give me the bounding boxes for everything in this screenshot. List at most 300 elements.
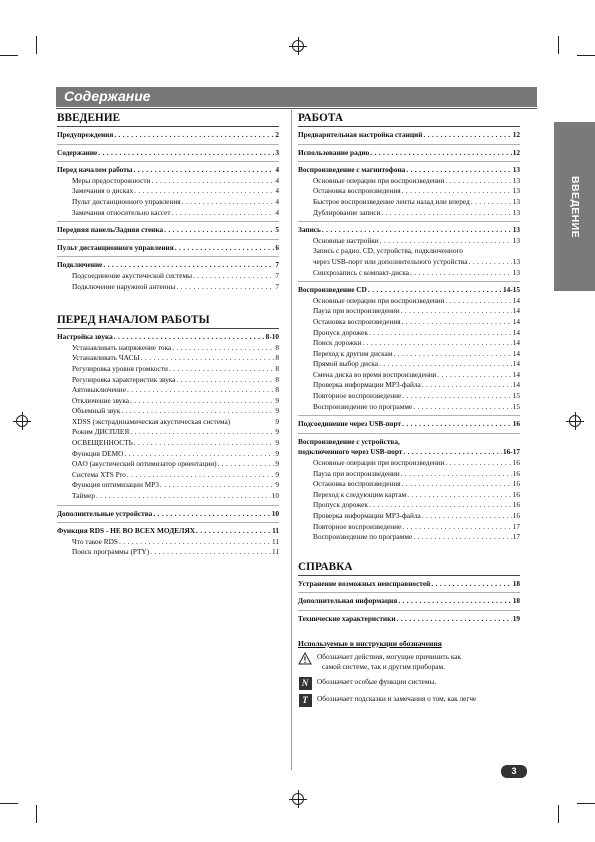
dot-leader	[402, 317, 512, 328]
entry-divider	[298, 433, 520, 434]
toc-entry-page: 13	[512, 256, 520, 266]
dot-leader	[370, 148, 511, 159]
toc-entry[interactable]	[298, 268, 520, 279]
toc-entry-text: Синхрозапись с компакт-диска	[313, 267, 409, 277]
dot-leader	[193, 271, 274, 282]
toc-entry-text: Режим ДИСПЛЕЯ	[72, 427, 130, 437]
toc-entry[interactable]	[57, 438, 279, 449]
dot-leader	[469, 257, 512, 268]
dot-leader	[397, 614, 512, 625]
dot-leader	[446, 458, 512, 469]
side-tab-label: ВВЕДЕНИЕ	[568, 175, 581, 238]
toc-entry-page: 13	[512, 225, 520, 235]
toc-entry-page: 14	[512, 380, 520, 390]
toc-entry-page: 5	[275, 225, 279, 235]
toc-entry[interactable]	[57, 260, 279, 271]
toc-entry-page: 16-17	[502, 447, 520, 457]
crop-mark	[0, 55, 18, 56]
dot-leader	[134, 186, 274, 197]
toc-entry-text: Остановка воспроизведения	[313, 316, 401, 326]
toc-entry-text: Что такое RDS	[72, 536, 118, 546]
toc-entry-page: 9	[275, 438, 279, 448]
dot-leader	[176, 282, 274, 293]
column-divider	[291, 110, 292, 770]
dot-leader	[422, 380, 512, 391]
toc-entry[interactable]	[57, 417, 279, 428]
toc-entry[interactable]	[57, 208, 279, 219]
toc-entry-page: 4	[275, 186, 279, 196]
toc-entry[interactable]	[57, 332, 279, 343]
dot-leader	[98, 148, 274, 159]
toc-entry-page: 13	[512, 235, 520, 245]
entry-divider	[298, 144, 520, 145]
toc-entry[interactable]	[57, 449, 279, 460]
toc-entry-text: Замечания о дисках	[72, 186, 134, 196]
toc-entry[interactable]	[298, 370, 520, 381]
toc-entry-page: 9	[275, 459, 279, 469]
toc-entry-text: Поиск дорожки	[313, 338, 362, 348]
toc-entry[interactable]	[57, 176, 279, 187]
toc-entry-page: 9	[275, 469, 279, 479]
toc-entry-page: 6	[275, 242, 279, 252]
toc-entry[interactable]	[298, 246, 520, 257]
toc-entry-text: Таймер	[72, 491, 95, 501]
toc-entry[interactable]	[298, 469, 520, 480]
toc-entry-page: 4	[275, 165, 279, 175]
title-underline	[56, 108, 537, 109]
toc-entry[interactable]	[57, 375, 279, 386]
legend-item	[298, 652, 520, 673]
toc-entry-text: Воспроизведение CD	[298, 285, 367, 295]
toc-entry-text: Перед началом работы	[57, 165, 133, 175]
toc-entry-page: 17	[512, 521, 520, 531]
dot-leader	[172, 208, 275, 219]
dot-leader	[141, 353, 275, 364]
toc-entry[interactable]	[57, 243, 279, 254]
toc-entry[interactable]	[57, 537, 279, 548]
toc-entry[interactable]	[298, 419, 520, 430]
toc-entry-page: 7	[275, 270, 279, 280]
toc-entry[interactable]	[57, 509, 279, 520]
toc-entry-text: Переход к следующим картам	[313, 489, 407, 499]
toc-entry[interactable]	[298, 317, 520, 328]
crop-mark	[0, 803, 18, 804]
entry-divider	[57, 505, 279, 506]
registration-mark	[569, 415, 581, 427]
entry-divider	[298, 610, 520, 611]
toc-entry-text: Объемный звук	[72, 406, 121, 416]
dot-leader	[402, 186, 512, 197]
toc-section	[57, 312, 279, 558]
toc-entry-text: Основные настройки	[313, 235, 379, 245]
dot-leader	[121, 406, 274, 417]
toc-entry[interactable]	[298, 437, 520, 448]
dot-leader	[196, 526, 271, 537]
dot-leader	[423, 130, 511, 141]
toc-entry[interactable]	[298, 148, 520, 159]
toc-entry-text: Содержание	[57, 147, 98, 157]
toc-entry[interactable]	[57, 364, 279, 375]
legend-text: Обозначает особые функции системы.	[317, 676, 437, 686]
dot-leader	[413, 532, 511, 543]
toc-entry-page: 13	[512, 186, 520, 196]
toc-entry-text: Устанавливать напряжение тока	[72, 342, 172, 352]
toc-entry[interactable]	[298, 176, 520, 187]
toc-entry[interactable]	[57, 165, 279, 176]
toc-entry[interactable]	[298, 208, 520, 219]
dot-leader	[96, 491, 271, 502]
dot-leader	[402, 419, 512, 430]
dot-leader	[471, 197, 512, 208]
toc-entry-text: Пауза при воспроизведении	[313, 468, 400, 478]
toc-entry-page: 19	[512, 613, 520, 623]
section-rule	[57, 328, 279, 329]
side-tab	[554, 122, 595, 291]
toc-entry[interactable]	[57, 427, 279, 438]
toc-entry-page: 17	[512, 532, 520, 542]
toc-entry-page: 9	[275, 480, 279, 490]
toc-entry-page: 9	[275, 395, 279, 405]
toc-entry-text: Подключение наружной антенны	[72, 281, 176, 291]
toc-entry-text: Дополнительная информация	[298, 596, 398, 606]
dot-leader	[172, 343, 274, 354]
toc-entry-page: 13	[512, 207, 520, 217]
entry-divider	[298, 281, 520, 282]
registration-mark	[292, 40, 304, 52]
toc-entry[interactable]	[57, 526, 279, 537]
toc-entry-text: Передняя панель/Задняя стенка	[57, 225, 164, 235]
toc-entry-text: Остановка воспроизведения	[313, 479, 401, 489]
toc-entry-page: 15	[512, 401, 520, 411]
dot-leader	[177, 375, 275, 386]
dot-leader	[369, 500, 512, 511]
toc-entry-page: 8	[275, 374, 279, 384]
dot-leader	[402, 391, 511, 402]
crop-mark	[36, 36, 37, 54]
entry-divider	[57, 144, 279, 145]
dot-leader	[114, 130, 274, 141]
toc-entry[interactable]	[298, 296, 520, 307]
dot-leader	[182, 197, 275, 208]
toc-entry-page: 4	[275, 196, 279, 206]
toc-entry-text: Воспроизведение с устройства,	[298, 436, 400, 446]
dot-leader	[398, 596, 511, 607]
toc-entry-page: 14	[512, 295, 520, 305]
entry-divider	[57, 239, 279, 240]
toc-entry-text: Воспроизведение по программе	[313, 401, 413, 411]
toc-entry-text: Подсоединение акустической системы	[72, 270, 193, 280]
toc-entry-text: Повторное воспроизведение	[313, 391, 402, 401]
dot-leader	[150, 547, 271, 558]
toc-entry-text: Предварительная настройка станций	[298, 130, 423, 139]
dot-leader	[175, 243, 275, 254]
toc-entry[interactable]	[298, 596, 520, 607]
toc-entry[interactable]	[298, 490, 520, 501]
toc-entry-text: XDSS (экстрадинамическая акустическая система)	[72, 416, 231, 426]
dot-leader	[127, 470, 275, 481]
toc-entry-text: через USB-порт или дополнительного устройства	[313, 256, 468, 266]
toc-entry[interactable]	[57, 470, 279, 481]
toc-entry[interactable]	[298, 522, 520, 533]
toc-entry[interactable]	[57, 396, 279, 407]
toc-entry-page: 11	[272, 526, 279, 536]
toc-entry[interactable]	[298, 447, 520, 458]
toc-entry[interactable]	[298, 186, 520, 197]
dot-leader	[401, 306, 512, 317]
toc-entry-page: 16	[512, 479, 520, 489]
crop-mark	[577, 803, 595, 804]
dot-leader	[153, 509, 270, 520]
crop-mark	[36, 805, 37, 823]
toc-entry[interactable]	[57, 406, 279, 417]
toc-entry-page: 18	[512, 596, 520, 606]
toc-entry[interactable]	[57, 282, 279, 293]
toc-entry-text: Воспроизведение по программе	[313, 532, 413, 542]
toc-entry-text: Проверка информации MP3-файла	[313, 511, 421, 520]
dot-leader	[407, 490, 512, 501]
toc-entry[interactable]	[298, 257, 520, 268]
toc-entry[interactable]	[298, 285, 520, 296]
toc-entry-text: Быстрое воспроизведение ленты назад или вперед	[313, 196, 470, 206]
toc-entry[interactable]	[298, 402, 520, 413]
dot-leader	[218, 459, 275, 470]
legend-item	[298, 677, 520, 690]
section-title: ВВЕДЕНИЕ	[57, 112, 121, 124]
toc-entry-text: Меры предосторожности	[72, 175, 151, 185]
entry-divider	[298, 415, 520, 416]
toc-entry-text: Воспроизведение с магнитофона	[298, 165, 406, 175]
toc-entry[interactable]	[298, 328, 520, 339]
toc-entry-text: Замечания относительно кассет	[72, 207, 171, 217]
toc-entry-text: Смена диска во время воспроизведения	[313, 369, 437, 379]
dot-leader	[169, 364, 274, 375]
toc-entry-text: Пульт дистанционного управления	[72, 196, 181, 206]
toc-entry-page: 8	[275, 385, 279, 395]
dot-leader	[127, 385, 274, 396]
toc-entry[interactable]	[57, 491, 279, 502]
note-icon: N	[298, 677, 312, 690]
toc-entry-text: Автовыключение	[72, 385, 126, 395]
toc-entry-page: 13	[512, 267, 520, 277]
toc-entry-text: ОСВЕЩЕННОСТЬ	[72, 438, 133, 448]
toc-entry[interactable]	[298, 511, 520, 522]
crop-mark	[577, 55, 595, 56]
dot-leader	[322, 225, 512, 236]
toc-entry[interactable]	[298, 338, 520, 349]
toc-entry[interactable]	[298, 614, 520, 625]
toc-entry-page: 18	[512, 578, 520, 588]
toc-entry-text: Отключение звука	[72, 395, 129, 405]
toc-entry-text: Подключение	[57, 260, 103, 270]
dot-leader	[446, 176, 512, 187]
toc-entry-page: 16	[512, 468, 520, 478]
toc-entry-page: 12	[512, 147, 520, 157]
page-title-bar	[56, 87, 537, 107]
toc-entry-text: Функция RDS - НЕ ВО ВСЕХ МОДЕЛЯХ	[57, 526, 195, 536]
dot-leader	[119, 537, 271, 548]
toc-entry-text: Использование радио	[298, 147, 370, 157]
toc-entry-text: Проверка информации MP3-файла	[313, 380, 421, 390]
toc-entry-text: Система XTS Pro	[72, 469, 126, 479]
toc-entry-page: 14	[512, 359, 520, 369]
toc-entry-page: 14	[512, 316, 520, 326]
right-column	[298, 110, 520, 707]
legend-title: Используемые в инструкции обозначения	[298, 638, 442, 648]
legend	[298, 639, 520, 707]
toc-entry[interactable]	[298, 391, 520, 402]
toc-entry-text: Подсоединение через USB-порт	[298, 419, 402, 429]
warning-icon	[298, 652, 312, 665]
dot-leader	[103, 260, 274, 271]
entry-divider	[298, 221, 520, 222]
toc-entry-text: Пульт дистанционного управления	[57, 242, 174, 252]
toc-entry-page: 16	[512, 458, 520, 468]
dot-leader	[151, 176, 274, 187]
dot-leader	[369, 328, 512, 339]
section-rule	[298, 126, 520, 127]
toc-entry-text: Остановка воспроизведения	[313, 186, 401, 196]
toc-entry-page: 11	[271, 547, 279, 557]
legend-text: Обозначает подсказки и замечания о том, как легче	[317, 693, 477, 703]
toc-entry-text: Запись с радио, CD, устройства, подключенного	[313, 246, 463, 256]
toc-entry-page: 15	[512, 391, 520, 401]
toc-entry-page: 13	[512, 175, 520, 185]
dot-leader	[402, 522, 511, 533]
toc-entry[interactable]	[298, 165, 520, 176]
toc-entry-page: 16	[512, 511, 520, 520]
toc-entry[interactable]	[57, 547, 279, 558]
dot-leader	[413, 402, 511, 413]
toc-entry-page: 14	[512, 327, 520, 337]
toc-entry-page: 9	[275, 406, 279, 416]
toc-entry[interactable]	[57, 197, 279, 208]
entry-divider	[57, 221, 279, 222]
toc-entry-text: Повторное воспроизведение	[313, 521, 402, 531]
toc-entry-text: Устранение возможных неисправностей	[298, 578, 431, 588]
dot-leader	[130, 396, 274, 407]
toc-entry-page: 8	[275, 342, 279, 352]
toc-entry[interactable]	[298, 359, 520, 370]
toc-entry-page: 13	[512, 196, 520, 206]
toc-entry[interactable]	[298, 500, 520, 511]
toc-entry-text: Прямой выбор диска	[313, 359, 378, 369]
toc-entry-page: 9	[275, 427, 279, 437]
toc-entry-text: Устанавливать ЧАСЫ	[72, 353, 140, 363]
toc-entry-page: 7	[275, 260, 279, 270]
toc-entry-text: Настройка звука	[57, 332, 113, 342]
dot-leader	[164, 225, 274, 236]
section-title: СПРАВКА	[298, 560, 353, 573]
toc-entry[interactable]	[298, 306, 520, 317]
toc-entry[interactable]	[57, 271, 279, 282]
toc-entry[interactable]	[298, 458, 520, 469]
toc-entry[interactable]	[298, 532, 520, 543]
toc-entry-text: Пауза при воспроизведении	[313, 306, 400, 316]
dot-leader	[114, 332, 265, 343]
toc-entry-page: 8	[275, 353, 279, 363]
toc-entry[interactable]	[57, 480, 279, 491]
dot-leader	[130, 427, 274, 438]
tip-icon: T	[298, 694, 312, 707]
dot-leader	[410, 268, 512, 279]
toc-entry[interactable]	[57, 225, 279, 236]
dot-leader	[362, 338, 511, 349]
toc-entry-text: Регулировка характеристик звука	[72, 374, 176, 384]
crop-mark	[558, 805, 559, 823]
toc-entry-text: подключенного через USB-порт	[298, 447, 403, 457]
toc-entry[interactable]	[298, 479, 520, 490]
dot-leader	[368, 285, 502, 296]
toc-entry[interactable]	[298, 579, 520, 590]
toc-entry-text: Регулировка уровня громкости	[72, 363, 168, 373]
toc-entry[interactable]	[57, 343, 279, 354]
toc-entry[interactable]	[298, 349, 520, 360]
toc-entry-text: Дублирование записи	[313, 207, 381, 217]
dot-leader	[393, 349, 511, 360]
toc-entry-page: 13	[512, 165, 520, 175]
dot-leader	[431, 579, 511, 590]
dot-leader	[446, 296, 512, 307]
dot-leader	[403, 447, 502, 458]
section-rule	[298, 575, 520, 576]
toc-entry[interactable]	[57, 385, 279, 396]
entry-divider	[57, 522, 279, 523]
toc-entry[interactable]	[298, 380, 520, 391]
toc-entry[interactable]	[57, 353, 279, 364]
toc-entry-page: 14	[512, 338, 520, 348]
dot-leader	[134, 165, 275, 176]
toc-entry-page: 16	[512, 419, 520, 429]
toc-section	[298, 110, 520, 543]
toc-entry-page: 2	[275, 130, 279, 139]
toc-entry-page: 11	[271, 536, 279, 546]
toc-entry-page: 4	[275, 175, 279, 185]
toc-entry[interactable]	[298, 130, 520, 141]
toc-entry-page: 3	[275, 147, 279, 157]
toc-entry-text: Основные операции при воспроизведении	[313, 295, 445, 305]
dot-leader	[124, 449, 274, 460]
toc-entry-page: 16	[512, 489, 520, 499]
section-title: ПЕРЕД НАЧАЛОМ РАБОТЫ	[57, 314, 210, 327]
dot-leader	[379, 359, 512, 370]
entry-divider	[298, 592, 520, 593]
toc-entry[interactable]	[57, 459, 279, 470]
toc-entry[interactable]	[57, 130, 279, 141]
toc-entry-text: Пропуск дорожек	[313, 327, 368, 337]
toc-entry[interactable]	[298, 236, 520, 247]
toc-entry-text: Переход к другим дискам	[313, 348, 393, 358]
toc-entry-text: Функция оптимизации MP3	[72, 480, 159, 490]
toc-entry[interactable]	[298, 197, 520, 208]
toc-entry[interactable]	[57, 148, 279, 159]
toc-entry-page: 16	[512, 500, 520, 510]
dot-leader	[380, 236, 512, 247]
toc-entry-page: 14-15	[502, 285, 520, 295]
toc-entry-text: Функция DEMO	[72, 448, 124, 458]
toc-entry-page: 14	[512, 306, 520, 316]
toc-entry-text: Основные операции при воспроизведении	[313, 458, 445, 468]
dot-leader	[437, 370, 512, 381]
entry-divider	[298, 161, 520, 162]
toc-entry[interactable]	[298, 225, 520, 236]
dot-leader	[381, 208, 511, 219]
toc-entry-text: Пропуск дорожек	[313, 500, 368, 510]
legend-item	[298, 694, 520, 707]
toc-entry-page: 10	[271, 491, 279, 501]
dot-leader	[422, 511, 512, 522]
toc-entry[interactable]	[57, 186, 279, 197]
toc-entry-page: 12	[512, 130, 520, 139]
